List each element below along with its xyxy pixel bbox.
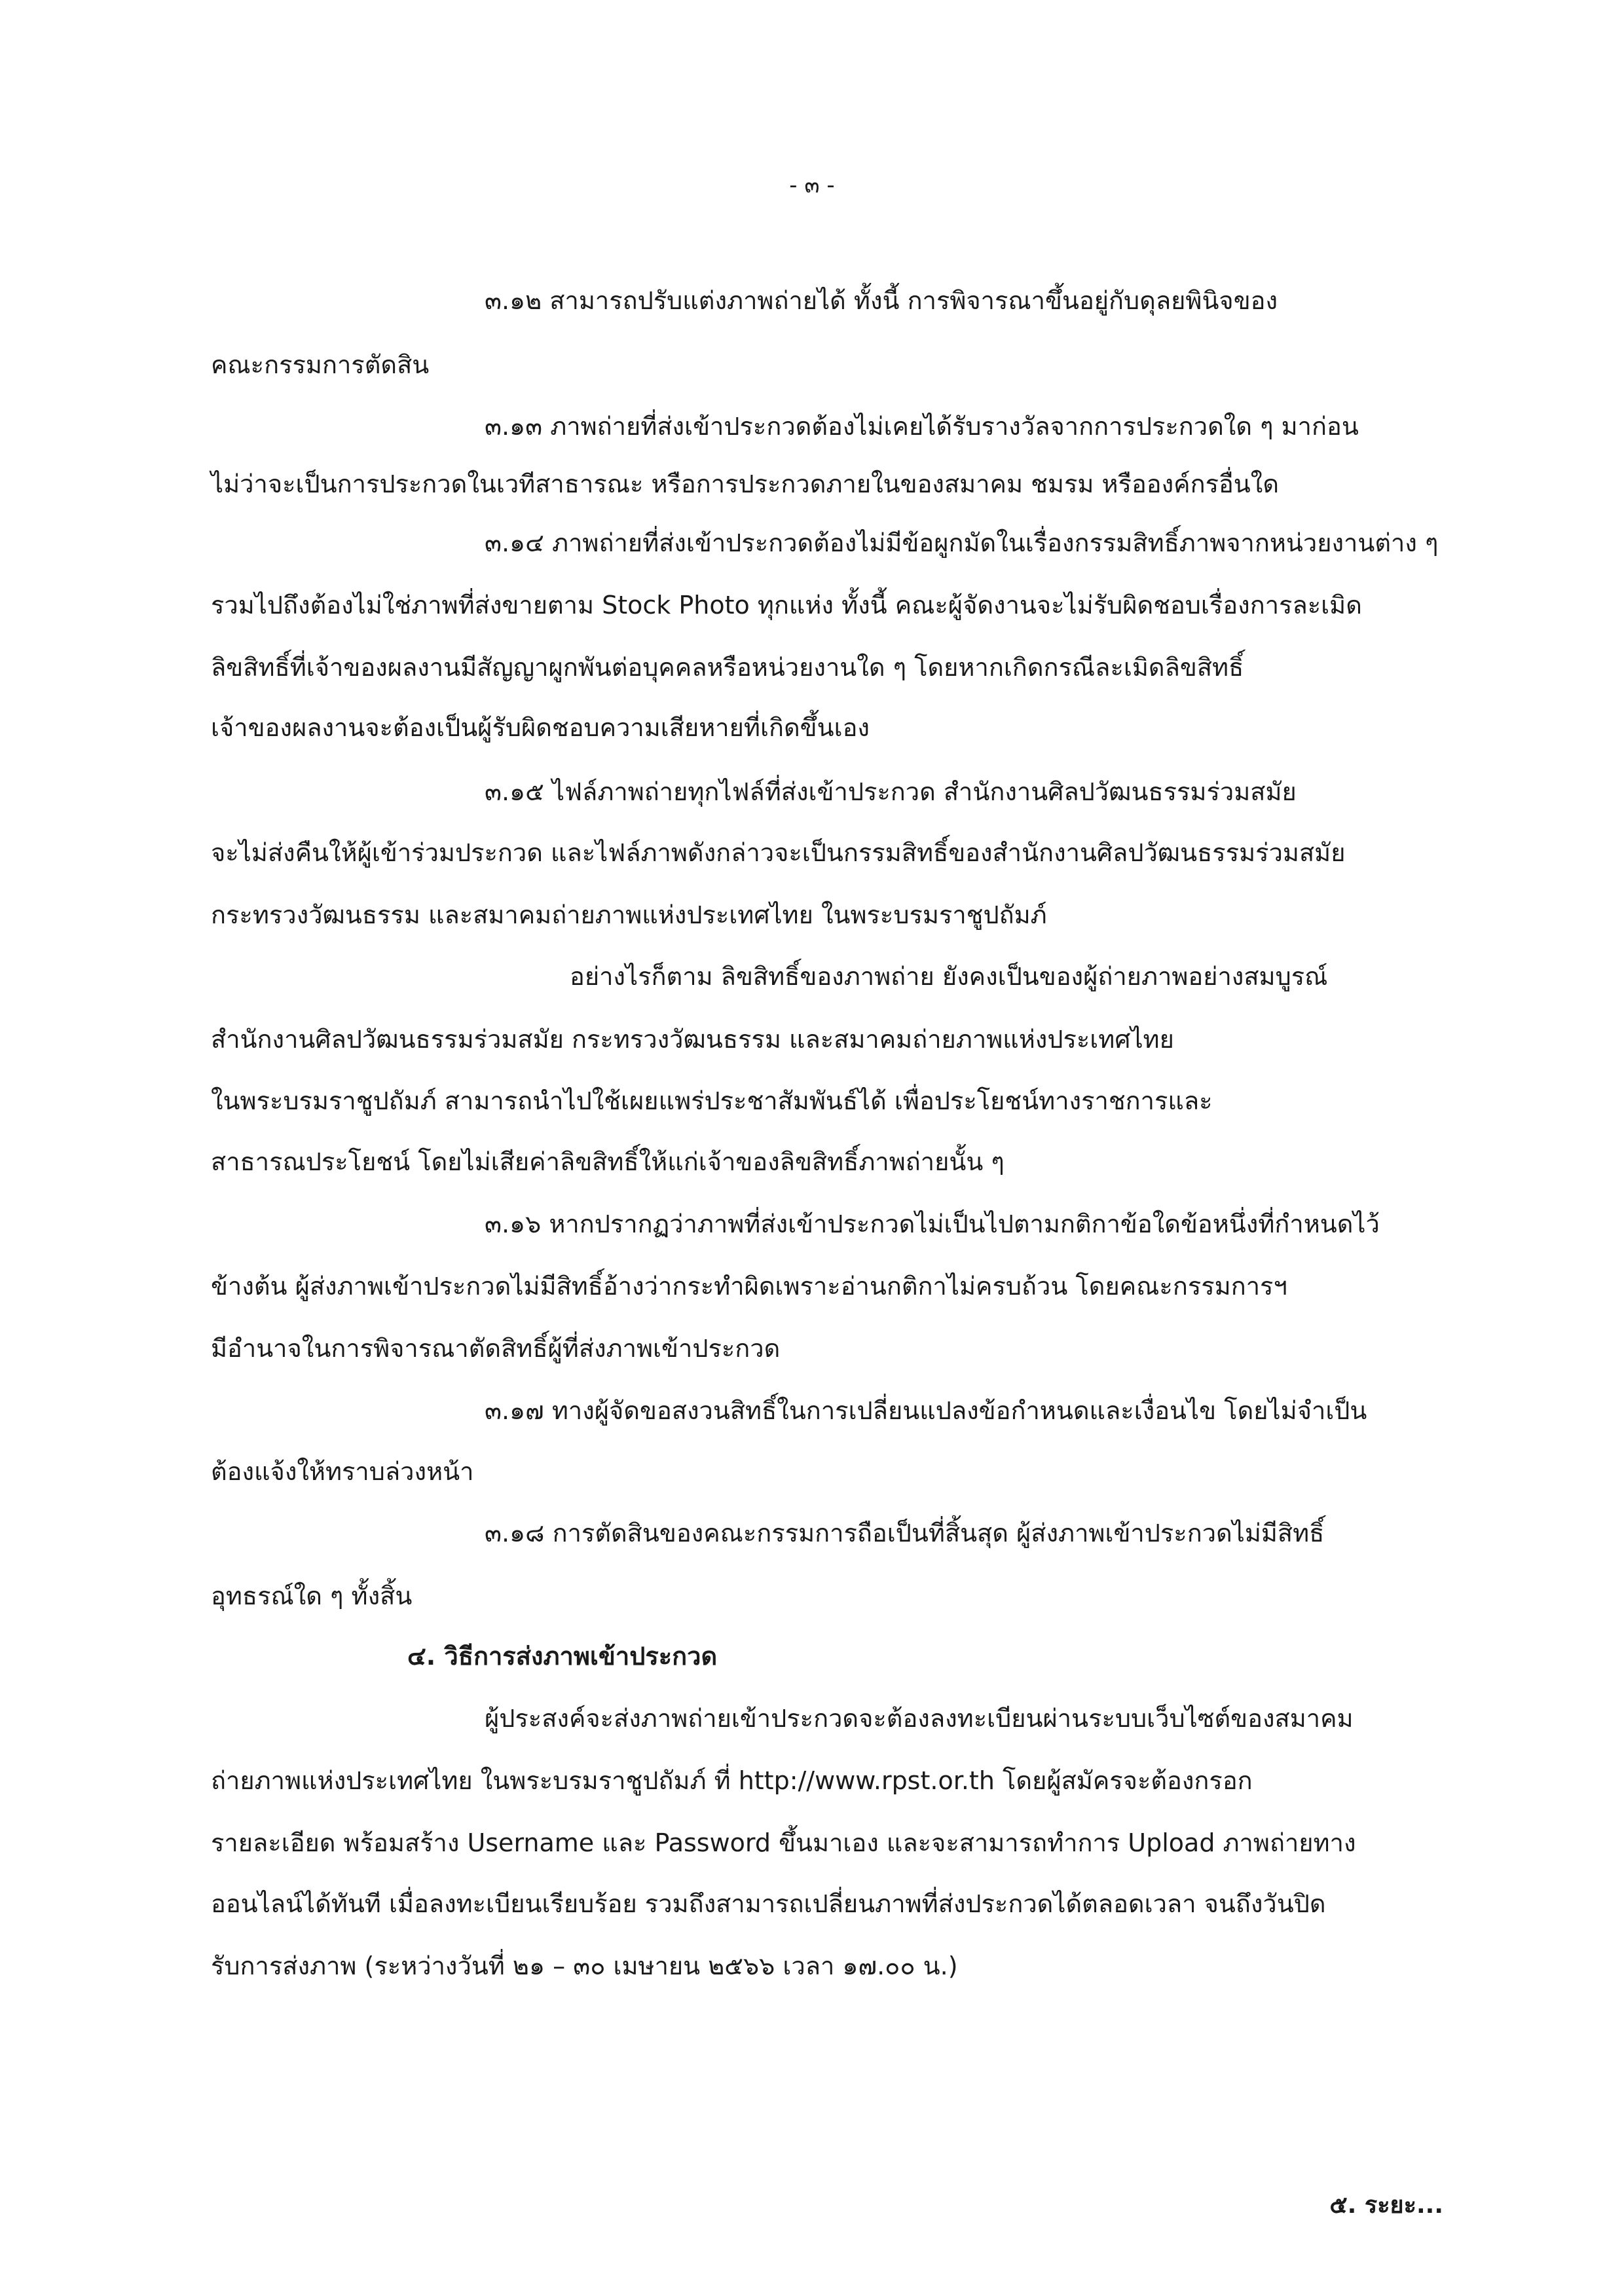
section-4-line-2: ถ่ายภาพแห่งประเทศไทย ในพระบรมราชูปถัมภ์ ที่ http://www.rpst.or.th โดยผู้สมัครจะต้องกรอก	[211, 1766, 1253, 1795]
clause-3-16-line-3: มีอำนาจในการพิจารณาตัดสิทธิ์ผู้ที่ส่งภาพเข้าประกวด	[211, 1334, 781, 1363]
clause-3-16-line-1: ๓.๑๖ หากปรากฏว่าภาพที่ส่งเข้าประกวดไม่เป็นไปตามกติกาข้อใดข้อหนึ่งที่กำหนดไว้	[485, 1210, 1380, 1238]
copyright-para-line-2: สำนักงานศิลปวัฒนธรรมร่วมสมัย กระทรวงวัฒนธรรม และสมาคมถ่ายภาพแห่งประเทศไทย	[211, 1025, 1174, 1054]
clause-3-15-line-3: กระทรวงวัฒนธรรม และสมาคมถ่ายภาพแห่งประเทศไทย ในพระบรมราชูปถัมภ์	[211, 900, 1047, 929]
clause-3-14-line-4: เจ้าของผลงานจะต้องเป็นผู้รับผิดชอบความเสียหายที่เกิดขึ้นเอง	[211, 713, 870, 742]
copyright-para-line-4: สาธารณประโยชน์ โดยไม่เสียค่าลิขสิทธิ์ให้แก่เจ้าของลิขสิทธิ์ภาพถ่ายนั้น ๆ	[211, 1147, 1005, 1176]
clause-3-18-line-2: อุทธรณ์ใด ๆ ทั้งสิ้น	[211, 1582, 413, 1610]
clause-3-14-line-2: รวมไปถึงต้องไม่ใช่ภาพที่ส่งขายตาม Stock Photo ทุกแห่ง ทั้งนี้ คณะผู้จัดงานจะไม่รับผิดชอบเรื่องการละเมิด	[211, 591, 1362, 620]
page-number: - ๓ -	[789, 172, 835, 198]
clause-3-12-line-2: คณะกรรมการตัดสิน	[211, 350, 430, 379]
clause-3-15-line-1: ๓.๑๕ ไฟล์ภาพถ่ายทุกไฟล์ที่ส่งเข้าประกวด สำนักงานศิลปวัฒนธรรมร่วมสมัย	[485, 777, 1297, 806]
clause-3-12-line-1: ๓.๑๒ สามารถปรับแต่งภาพถ่ายได้ ทั้งนี้ การพิจารณาขึ้นอยู่กับดุลยพินิจของ	[485, 286, 1278, 315]
continuation-marker: ๕. ระยะ...	[1329, 2192, 1443, 2219]
clause-3-16-line-2: ข้างต้น ผู้ส่งภาพเข้าประกวดไม่มีสิทธิ์อ้างว่ากระทำผิดเพราะอ่านกติกาไม่ครบถ้วน โดยคณะกรรมการฯ	[211, 1272, 1287, 1301]
section-4-line-5: รับการส่งภาพ (ระหว่างวันที่ ๒๑ – ๓๐ เมษายน ๒๕๖๖ เวลา ๑๗.๐๐ น.)	[211, 1952, 958, 1980]
copyright-para-line-3: ในพระบรมราชูปถัมภ์ สามารถนำไปใช้เผยแพร่ประชาสัมพันธ์ได้ เพื่อประโยชน์ทางราชการและ	[211, 1086, 1213, 1115]
clause-3-13-line-1: ๓.๑๓ ภาพถ่ายที่ส่งเข้าประกวดต้องไม่เคยได้รับรางวัลจากการประกวดใด ๆ มาก่อน	[485, 412, 1359, 441]
clause-3-13-line-2: ไม่ว่าจะเป็นการประกวดในเวทีสาธารณะ หรือการประกวดภายในของสมาคม ชมรม หรือองค์กรอื่นใด	[211, 470, 1280, 498]
section-4-line-3: รายละเอียด พร้อมสร้าง Username และ Password ขึ้นมาเอง และจะสามารถทำการ Upload ภาพถ่ายทาง	[211, 1828, 1356, 1857]
clause-3-18-line-1: ๓.๑๘ การตัดสินของคณะกรรมการถือเป็นที่สิ้นสุด ผู้ส่งภาพเข้าประกวดไม่มีสิทธิ์	[485, 1519, 1325, 1547]
clause-3-17-line-1: ๓.๑๗ ทางผู้จัดขอสงวนสิทธิ์ในการเปลี่ยนแปลงข้อกำหนดและเงื่อนไข โดยไม่จำเป็น	[485, 1396, 1367, 1425]
copyright-para-line-1: อย่างไรก็ตาม ลิขสิทธิ์ของภาพถ่าย ยังคงเป็นของผู้ถ่ายภาพอย่างสมบูรณ์	[570, 962, 1328, 991]
clause-3-14-line-3: ลิขสิทธิ์ที่เจ้าของผลงานมีสัญญาผูกพันต่อบุคคลหรือหน่วยงานใด ๆ โดยหากเกิดกรณีละเมิดลิขสิทธิ์	[211, 653, 1244, 682]
clause-3-15-line-2: จะไม่ส่งคืนให้ผู้เข้าร่วมประกวด และไฟล์ภาพดังกล่าวจะเป็นกรรมสิทธิ์ของสำนักงานศิลปวัฒนธรรมร่วมสมัย	[211, 838, 1346, 867]
clause-3-14-line-1: ๓.๑๔ ภาพถ่ายที่ส่งเข้าประกวดต้องไม่มีข้อผูกมัดในเรื่องกรรมสิทธิ์ภาพจากหน่วยงานต่าง ๆ	[485, 528, 1439, 557]
section-4-line-4: ออนไลน์ได้ทันที เมื่อลงทะเบียนเรียบร้อย รวมถึงสามารถเปลี่ยนภาพที่ส่งประกวดได้ตลอดเวลา จนถึงวันปิด	[211, 1889, 1326, 1918]
clause-3-17-line-2: ต้องแจ้งให้ทราบล่วงหน้า	[211, 1457, 474, 1486]
section-4-line-1: ผู้ประสงค์จะส่งภาพถ่ายเข้าประกวดจะต้องลงทะเบียนผ่านระบบเว็บไซต์ของสมาคม	[485, 1704, 1354, 1733]
section-4-heading: ๔. วิธีการส่งภาพเข้าประกวด	[407, 1642, 718, 1671]
